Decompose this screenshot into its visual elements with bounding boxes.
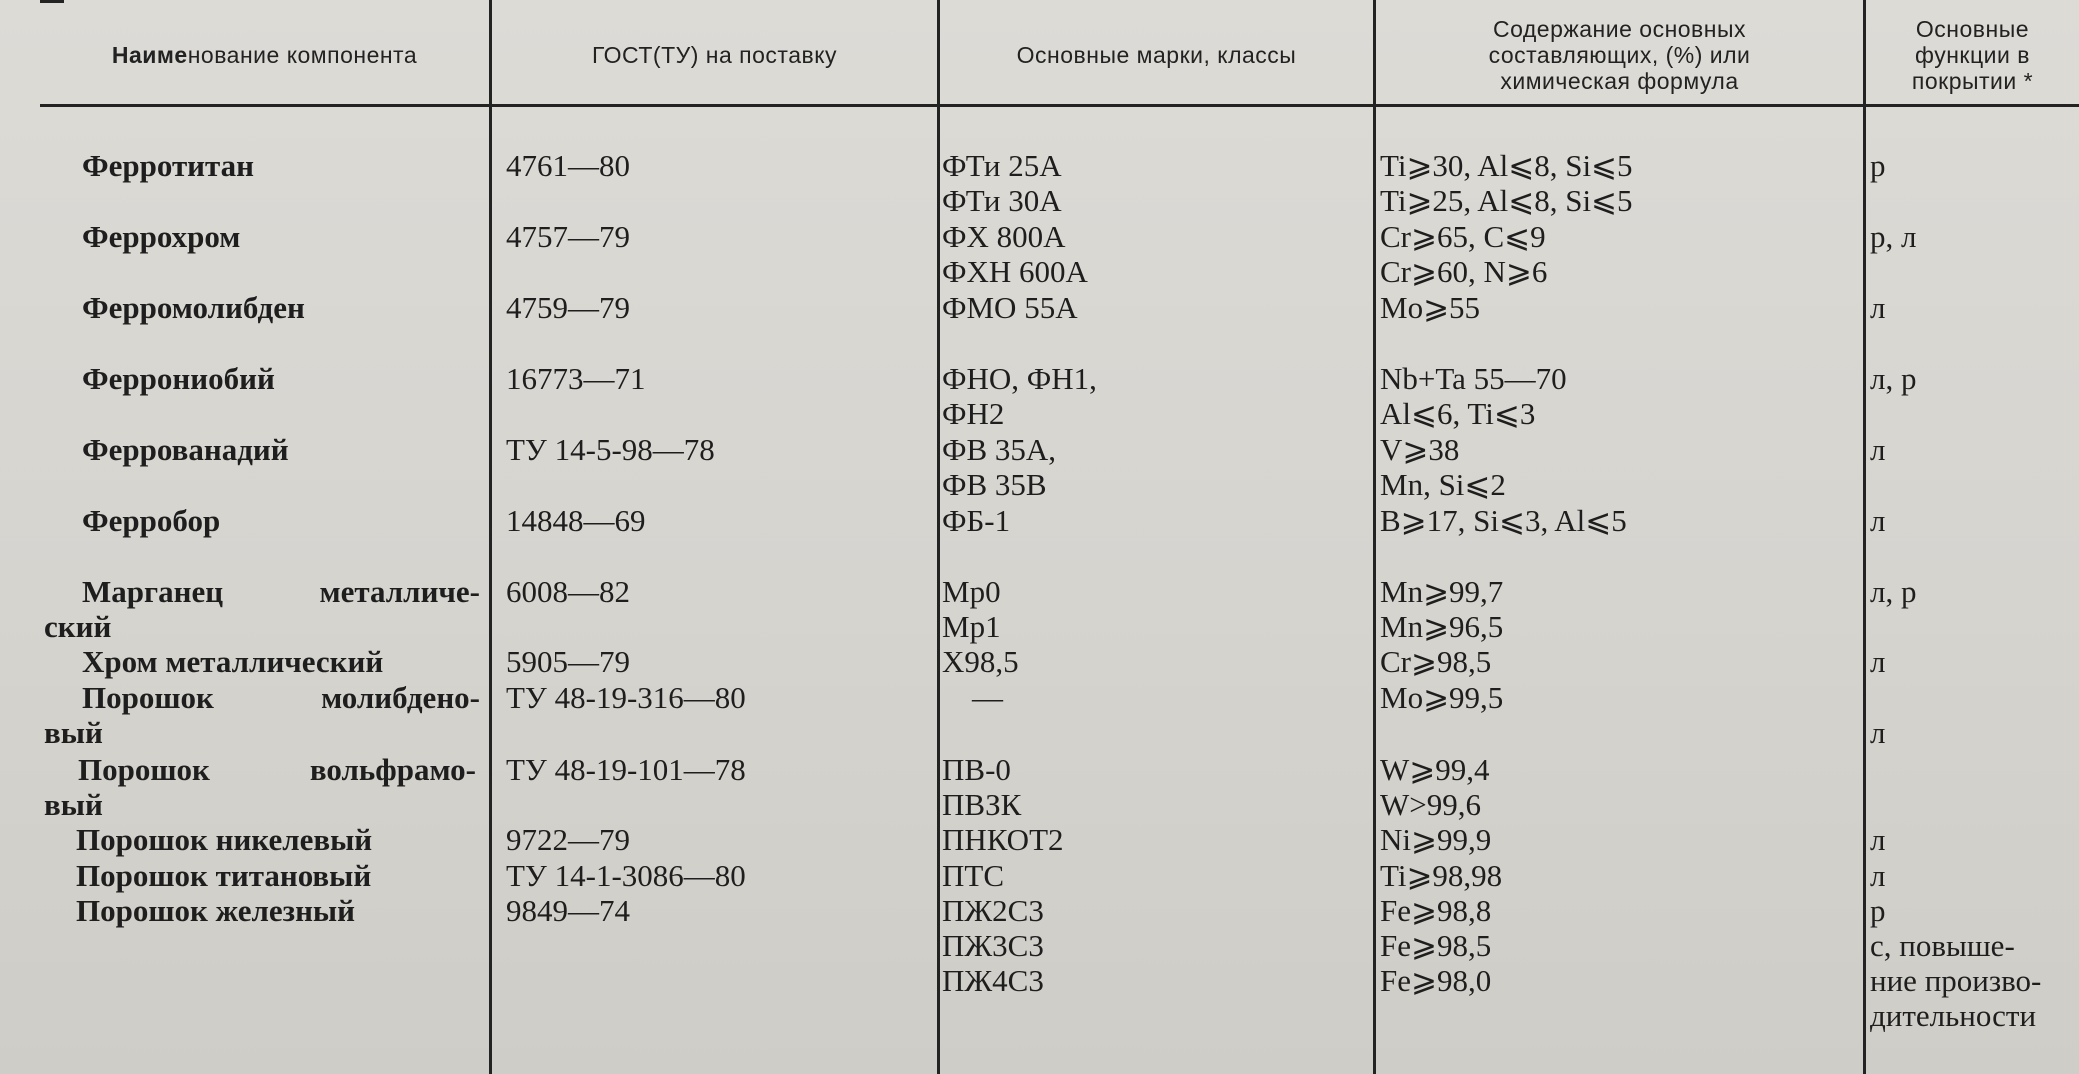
header-separator bbox=[40, 104, 2079, 107]
row-5-function: л bbox=[1870, 432, 1886, 467]
row-5-gost: ТУ 14-5-98—78 bbox=[506, 432, 715, 467]
row-5-name: Феррованадий bbox=[82, 432, 289, 467]
row-13-grade: ПЖ2С3 bbox=[942, 893, 1044, 928]
row-6-content: B⩾17, Si⩽3, Al⩽5 bbox=[1380, 503, 1627, 538]
row-9-name bbox=[82, 680, 480, 715]
row-7-function: л, р bbox=[1870, 574, 1917, 609]
column-divider-3 bbox=[1373, 0, 1376, 1074]
row-13-function: р bbox=[1870, 893, 1886, 928]
row-6-gost: 14848—69 bbox=[506, 503, 646, 538]
row-4-name: Феррониобий bbox=[82, 361, 275, 396]
row-3-function: л bbox=[1870, 290, 1886, 325]
row-1-name: Ферротитан bbox=[82, 148, 255, 183]
row-4-function: л, р bbox=[1870, 361, 1917, 396]
header-grades bbox=[940, 10, 1373, 100]
row-2-name: Феррохром bbox=[82, 219, 241, 254]
row-3-gost: 4759—79 bbox=[506, 290, 630, 325]
column-divider-1 bbox=[489, 0, 492, 1074]
row-5-grade: ФВ 35А, bbox=[942, 432, 1057, 467]
row-2-gost: 4757—79 bbox=[506, 219, 630, 254]
column-divider-2 bbox=[937, 0, 940, 1074]
row-13-function: с, повыше- bbox=[1870, 928, 2015, 963]
row-12-content: Ti⩾98,98 bbox=[1380, 858, 1503, 893]
row-13-grade: ПЖ3С3 bbox=[942, 928, 1044, 963]
row-8-grade: Х98,5 bbox=[942, 644, 1019, 679]
row-10-name-part: Порошок bbox=[78, 752, 210, 787]
row-1-grade: ФТи 30А bbox=[942, 183, 1062, 218]
row-11-name: Порошок никелевый bbox=[76, 822, 373, 857]
row-4-content: Nb+Ta 55—70 bbox=[1380, 361, 1567, 396]
row-10-name-cont: вый bbox=[44, 787, 103, 822]
row-4-grade: ФН2 bbox=[942, 396, 1005, 431]
row-10-content: W>99,6 bbox=[1380, 787, 1481, 822]
header-name-rest: нование компонента bbox=[187, 42, 418, 68]
row-11-content: Ni⩾99,9 bbox=[1380, 822, 1492, 857]
row-2-grade: ФХН 600А bbox=[942, 254, 1088, 289]
row-7-name-part: металличе- bbox=[319, 574, 480, 609]
row-13-name: Порошок железный bbox=[76, 893, 355, 928]
row-10-gost: ТУ 48-19-101—78 bbox=[506, 752, 746, 787]
row-1-function: р bbox=[1870, 148, 1886, 183]
header-name-bold: Наиме bbox=[111, 42, 188, 68]
row-7-gost: 6008—82 bbox=[506, 574, 630, 609]
header-function-line: Основные bbox=[1915, 16, 2030, 42]
row-8-name: Хром металлический bbox=[82, 644, 384, 679]
row-7-grade: Мр0 bbox=[942, 574, 1001, 609]
row-10-name-part: вольфрамо- bbox=[309, 752, 476, 787]
row-9-name-part: Порошок bbox=[82, 680, 214, 715]
row-3-content: Mo⩾55 bbox=[1380, 290, 1481, 325]
row-13-content: Fe⩾98,5 bbox=[1380, 928, 1492, 963]
header-function bbox=[1866, 10, 2079, 100]
row-9-content: Mo⩾99,5 bbox=[1380, 680, 1504, 715]
row-1-grade: ФТи 25А bbox=[942, 148, 1062, 183]
row-7-content: Mn⩾96,5 bbox=[1380, 609, 1504, 644]
row-6-name: Ферробор bbox=[82, 503, 221, 538]
row-8-function: л bbox=[1870, 644, 1886, 679]
row-4-gost: 16773—71 bbox=[506, 361, 646, 396]
row-5-grade: ФВ 35В bbox=[942, 467, 1047, 502]
row-11-function: л bbox=[1870, 822, 1886, 857]
row-9-grade: — bbox=[972, 680, 1003, 715]
row-10-grade: ПВЗК bbox=[942, 787, 1022, 822]
row-2-function: р, л bbox=[1870, 219, 1917, 254]
top-border-stub bbox=[40, 0, 64, 3]
row-4-content: Al⩽6, Ti⩽3 bbox=[1380, 396, 1536, 431]
row-6-grade: ФБ-1 bbox=[942, 503, 1011, 538]
row-13-function: дительности bbox=[1870, 998, 2037, 1033]
header-grades-text: Основные марки, классы bbox=[1016, 42, 1297, 68]
header-function-line: покрытии * bbox=[1911, 68, 2034, 94]
row-12-grade: ПТС bbox=[942, 858, 1004, 893]
row-1-content: Ti⩾30, Al⩽8, Si⩽5 bbox=[1380, 148, 1633, 183]
row-3-name: Ферромолибден bbox=[82, 290, 305, 325]
row-9-gost: ТУ 48-19-316—80 bbox=[506, 680, 746, 715]
row-6-function: л bbox=[1870, 503, 1886, 538]
row-2-grade: ФХ 800А bbox=[942, 219, 1066, 254]
header-content-line: химическая формула bbox=[1500, 68, 1739, 94]
row-8-gost: 5905—79 bbox=[506, 644, 630, 679]
header-content-line: составляющих, (%) или bbox=[1488, 42, 1751, 68]
row-4-grade: ФНО, ФН1, bbox=[942, 361, 1097, 396]
row-7-name bbox=[82, 574, 480, 609]
row-5-content: V⩾38 bbox=[1380, 432, 1460, 467]
header-name bbox=[40, 10, 489, 100]
row-10-grade: ПВ-0 bbox=[942, 752, 1011, 787]
row-13-function: ние произво- bbox=[1870, 963, 2042, 998]
row-8-content: Cr⩾98,5 bbox=[1380, 644, 1492, 679]
row-13-content: Fe⩾98,0 bbox=[1380, 963, 1492, 998]
row-12-gost: ТУ 14-1-3086—80 bbox=[506, 858, 746, 893]
row-1-content: Ti⩾25, Al⩽8, Si⩽5 bbox=[1380, 183, 1633, 218]
row-12-name: Порошок титановый bbox=[76, 858, 372, 893]
header-content bbox=[1376, 10, 1863, 100]
header-function-line: функции в bbox=[1915, 42, 2030, 68]
row-1-gost: 4761—80 bbox=[506, 148, 630, 183]
row-13-grade: ПЖ4С3 bbox=[942, 963, 1044, 998]
row-5-content: Mn, Si⩽2 bbox=[1380, 467, 1506, 502]
row-13-gost: 9849—74 bbox=[506, 893, 630, 928]
row-13-content: Fe⩾98,8 bbox=[1380, 893, 1492, 928]
row-11-gost: 9722—79 bbox=[506, 822, 630, 857]
header-content-line: Содержание основных bbox=[1492, 16, 1747, 42]
row-7-content: Mn⩾99,7 bbox=[1380, 574, 1504, 609]
row-9-function: л bbox=[1870, 715, 1886, 750]
row-3-grade: ФМО 55А bbox=[942, 290, 1078, 325]
row-7-name-part: Марганец bbox=[82, 574, 224, 609]
row-10-name bbox=[78, 752, 476, 787]
row-7-grade: Мр1 bbox=[942, 609, 1001, 644]
row-10-content: W⩾99,4 bbox=[1380, 752, 1490, 787]
column-divider-4 bbox=[1863, 0, 1866, 1074]
row-7-name-cont: ский bbox=[44, 609, 112, 644]
row-9-name-part: молибдено- bbox=[321, 680, 480, 715]
row-2-content: Cr⩾60, N⩾6 bbox=[1380, 254, 1548, 289]
header-gost-text: ГОСТ(ТУ) на поставку bbox=[591, 42, 838, 68]
row-2-content: Cr⩾65, C⩽9 bbox=[1380, 219, 1546, 254]
row-12-function: л bbox=[1870, 858, 1886, 893]
row-11-grade: ПНКОТ2 bbox=[942, 822, 1064, 857]
row-9-name-cont: вый bbox=[44, 715, 103, 750]
header-gost bbox=[492, 10, 937, 100]
